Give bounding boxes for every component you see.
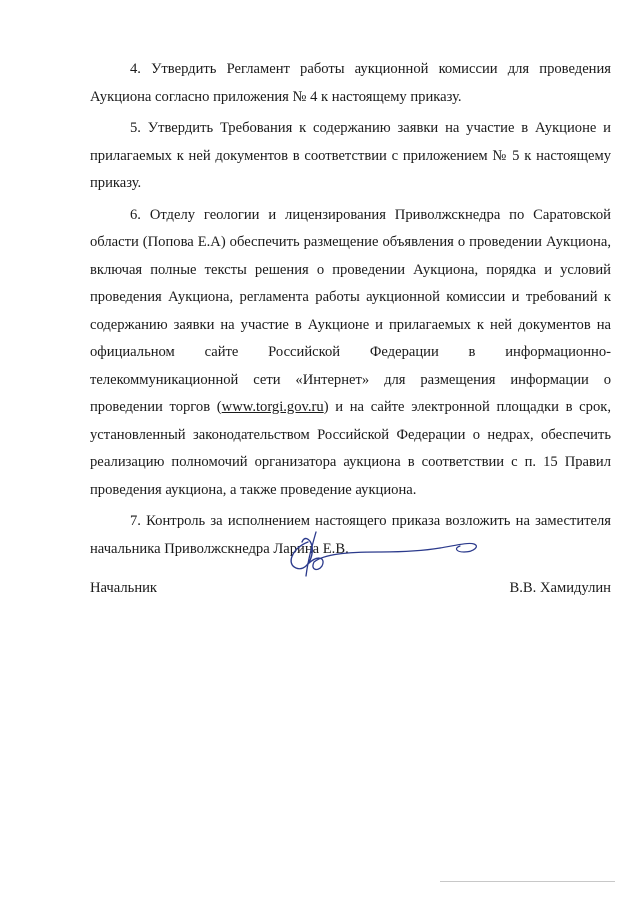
- signatory-title: Начальник: [90, 580, 158, 596]
- paragraph-6-text-before: 6. Отделу геологии и лицензирования Приволжскнедра по Саратовской области (Попова Е.А) обеспечить размещение объявления о проведении Аукциона, включая полные тексты решения о проведении Аукциона, порядка и условий проведения Аукциона, регламента работы аукционной комиссии и требований к содержанию заявки на участие в Аукционе и прилагаемых к ней документов на официальном сайте Российской Федерации в информационно-телекоммуникационной сети «Интернет» для размещения информации о проведении торгов (: [90, 206, 611, 415]
- order-body: [90, 56, 611, 563]
- torgi-link[interactable]: www.torgi.gov.ru: [221, 399, 324, 415]
- footer-divider: [440, 881, 615, 882]
- signatory-name: В.В. Хамидулин: [509, 580, 611, 596]
- signature-block: [90, 573, 611, 603]
- paragraph-5: 5. Утвердить Требования к содержанию заявки на участие в Аукционе и прилагаемых к ней документов в соответствии с приложением № 5 к настоящему приказу.: [90, 120, 611, 191]
- paragraph-4: 4. Утвердить Регламент работы аукционной комиссии для проведения Аукциона согласно приложения № 4 к настоящему приказу.: [90, 61, 611, 105]
- paragraph-6: [90, 202, 611, 505]
- paragraph-7: 7. Контроль за исполнением настоящего приказа возложить на заместителя начальника Приволжскнедра Ларина Е.В.: [90, 513, 611, 557]
- paragraph-6-text-after: ) и на сайте электронной площадки в срок, установленный законодательством Российской Федерации о недрах, обеспечить реализацию полномочий организатора аукциона в соответствии с п. 15 Правил проведения аукциона, а также проведение аукциона.: [90, 399, 611, 498]
